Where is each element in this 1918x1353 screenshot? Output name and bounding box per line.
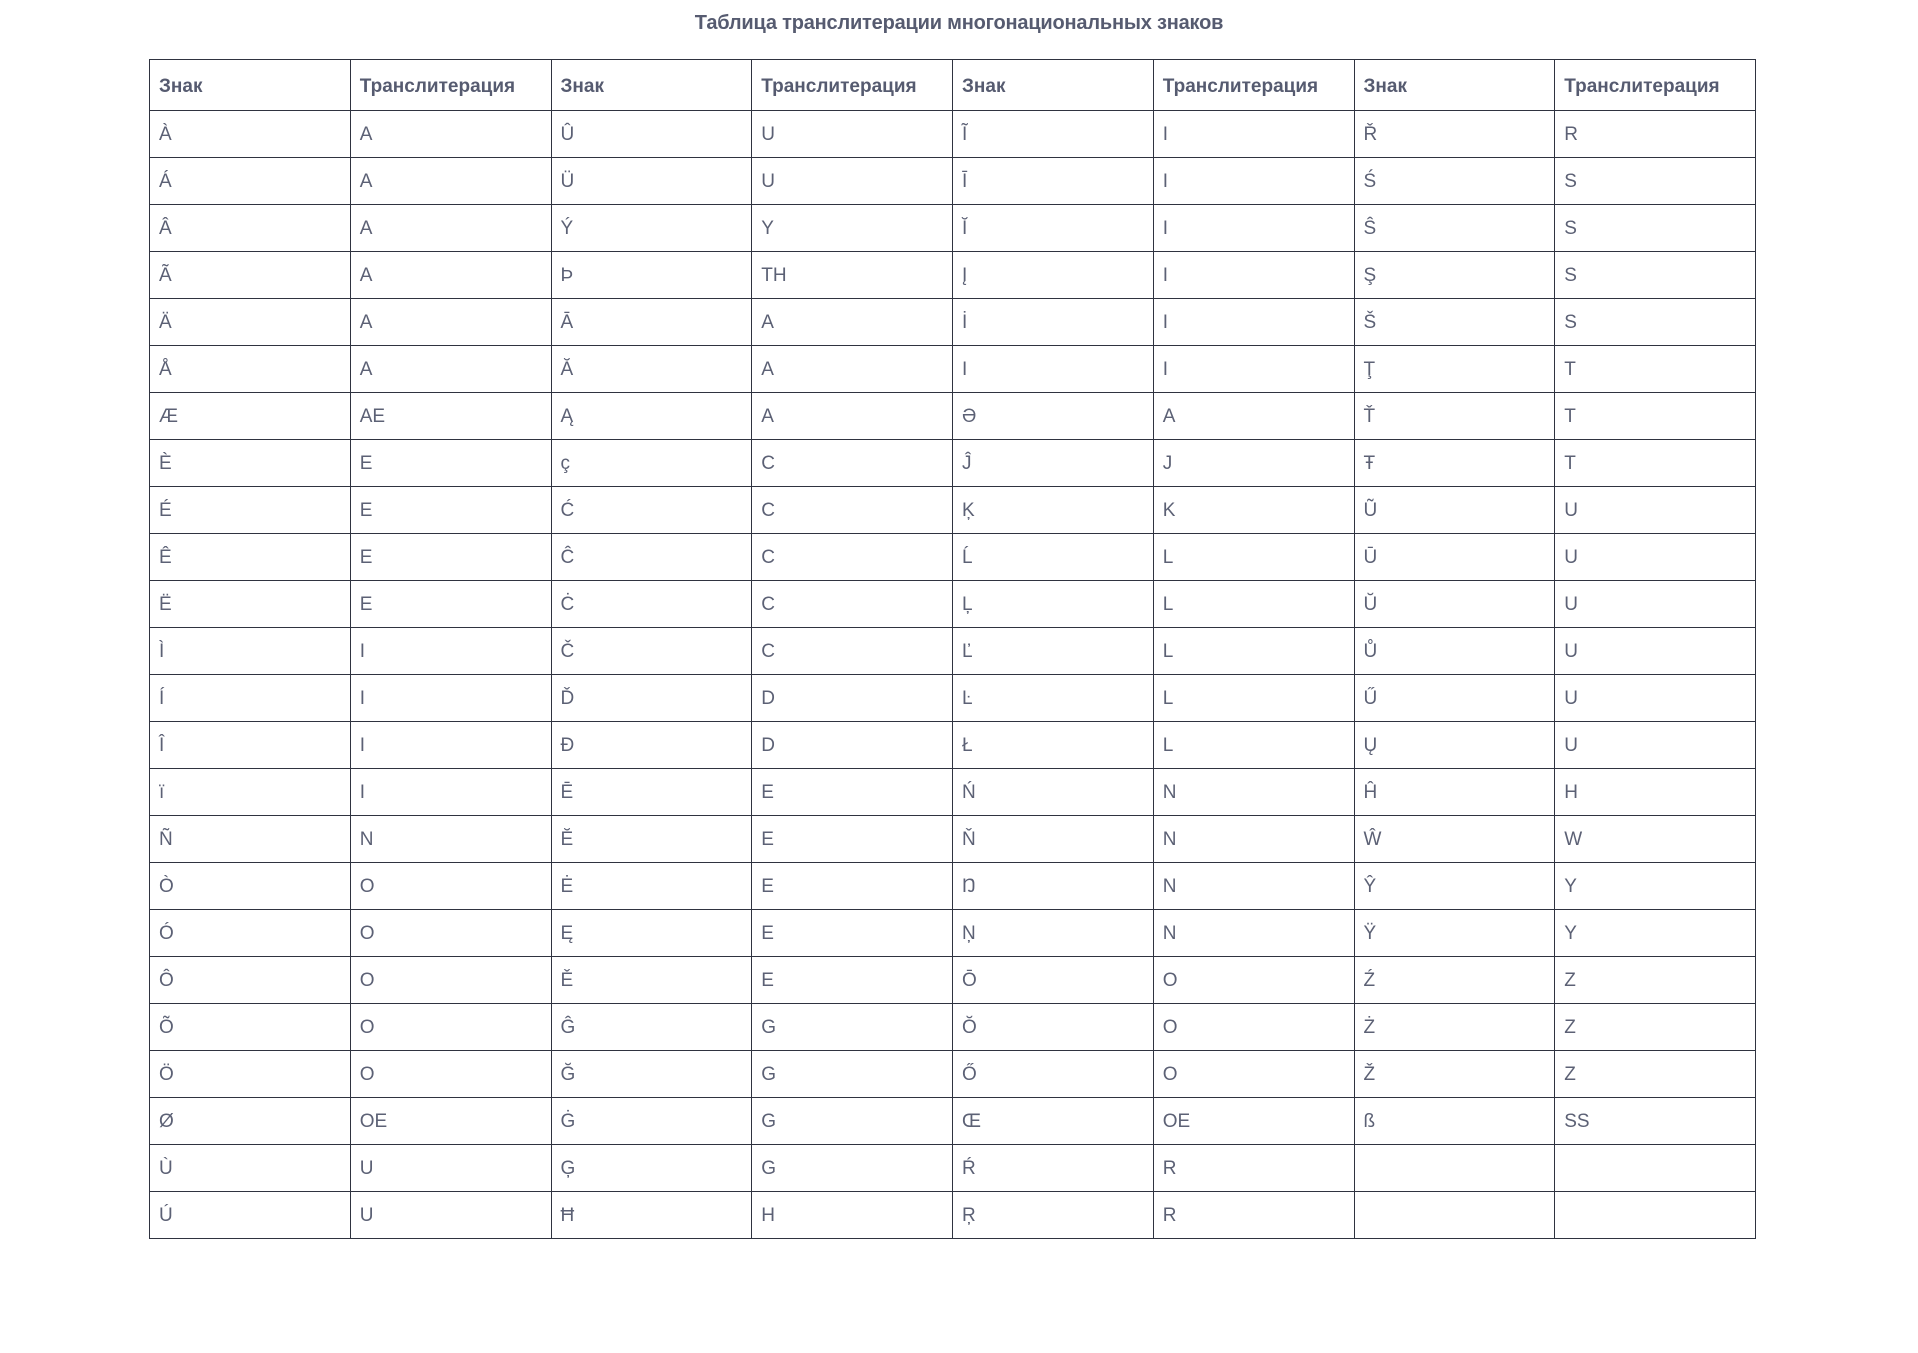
table-row	[150, 111, 1756, 158]
transliteration-cell: A	[350, 158, 551, 205]
column-header-sign: Знак	[953, 60, 1154, 111]
sign-cell: ß	[1354, 1098, 1555, 1145]
sign-cell: Ł	[953, 722, 1154, 769]
sign-cell: Ã	[150, 252, 351, 299]
sign-cell: Ķ	[953, 487, 1154, 534]
transliteration-cell: C	[752, 534, 953, 581]
transliteration-cell: O	[350, 1004, 551, 1051]
transliteration-cell: U	[752, 111, 953, 158]
table-row	[150, 675, 1756, 722]
transliteration-cell: A	[350, 252, 551, 299]
transliteration-cell: O	[350, 910, 551, 957]
transliteration-cell: AE	[350, 393, 551, 440]
transliteration-cell: Z	[1555, 957, 1756, 1004]
sign-cell: Ŕ	[953, 1145, 1154, 1192]
transliteration-cell: A	[752, 299, 953, 346]
sign-cell: Æ	[150, 393, 351, 440]
table-row	[150, 816, 1756, 863]
transliteration-cell: OE	[350, 1098, 551, 1145]
table-row	[150, 440, 1756, 487]
transliteration-cell: R	[1153, 1145, 1354, 1192]
sign-cell: Ĭ	[953, 205, 1154, 252]
table-row	[150, 205, 1756, 252]
table-row	[150, 487, 1756, 534]
transliteration-cell: S	[1555, 205, 1756, 252]
sign-cell: Į	[953, 252, 1154, 299]
sign-cell: Ũ	[1354, 487, 1555, 534]
transliteration-cell: J	[1153, 440, 1354, 487]
sign-cell: Ō	[953, 957, 1154, 1004]
transliteration-cell: L	[1153, 581, 1354, 628]
transliteration-cell: N	[1153, 816, 1354, 863]
transliteration-cell: A	[350, 205, 551, 252]
transliteration-cell: U	[1555, 581, 1756, 628]
sign-cell: Ë	[150, 581, 351, 628]
transliteration-cell: T	[1555, 346, 1756, 393]
transliteration-cell: O	[1153, 1051, 1354, 1098]
sign-cell: Ů	[1354, 628, 1555, 675]
sign-cell: Ŷ	[1354, 863, 1555, 910]
transliteration-cell: A	[1153, 393, 1354, 440]
transliteration-cell: H	[1555, 769, 1756, 816]
sign-cell: Ù	[150, 1145, 351, 1192]
table-body	[150, 111, 1756, 1239]
sign-cell: Ą	[551, 393, 752, 440]
transliteration-cell: T	[1555, 393, 1756, 440]
sign-cell: Ŵ	[1354, 816, 1555, 863]
sign-cell: ç	[551, 440, 752, 487]
sign-cell: Í	[150, 675, 351, 722]
transliteration-cell: L	[1153, 628, 1354, 675]
transliteration-cell: S	[1555, 299, 1756, 346]
transliteration-cell: N	[1153, 863, 1354, 910]
transliteration-cell: R	[1153, 1192, 1354, 1239]
sign-cell: I	[953, 346, 1154, 393]
sign-cell	[1354, 1145, 1555, 1192]
transliteration-cell: E	[752, 816, 953, 863]
sign-cell: Î	[150, 722, 351, 769]
sign-cell: Ċ	[551, 581, 752, 628]
transliteration-cell: E	[752, 769, 953, 816]
transliteration-cell: Y	[1555, 910, 1756, 957]
sign-cell: Ē	[551, 769, 752, 816]
transliteration-cell: C	[752, 440, 953, 487]
sign-cell: Ĵ	[953, 440, 1154, 487]
transliteration-table	[149, 59, 1756, 1239]
transliteration-cell: Z	[1555, 1051, 1756, 1098]
sign-cell: Ä	[150, 299, 351, 346]
transliteration-cell: I	[1153, 252, 1354, 299]
transliteration-cell: OE	[1153, 1098, 1354, 1145]
transliteration-cell: K	[1153, 487, 1354, 534]
transliteration-cell: O	[350, 957, 551, 1004]
transliteration-cell: C	[752, 581, 953, 628]
sign-cell: Ė	[551, 863, 752, 910]
page-title: Таблица транслитерации многонациональных знаков	[694, 12, 1224, 34]
sign-cell: È	[150, 440, 351, 487]
table-row	[150, 957, 1756, 1004]
transliteration-cell: I	[1153, 299, 1354, 346]
table-row	[150, 1098, 1756, 1145]
transliteration-cell: G	[752, 1098, 953, 1145]
transliteration-cell: N	[1153, 910, 1354, 957]
column-header-transliteration: Транслитерация	[752, 60, 953, 111]
sign-cell: Ī	[953, 158, 1154, 205]
sign-cell: Ŧ	[1354, 440, 1555, 487]
sign-cell: Đ	[551, 722, 752, 769]
transliteration-cell: Y	[752, 205, 953, 252]
sign-cell: Ť	[1354, 393, 1555, 440]
transliteration-cell: Y	[1555, 863, 1756, 910]
sign-cell: Ÿ	[1354, 910, 1555, 957]
sign-cell: Ń	[953, 769, 1154, 816]
table-row	[150, 1051, 1756, 1098]
column-header-sign: Знак	[1354, 60, 1555, 111]
sign-cell: Ļ	[953, 581, 1154, 628]
transliteration-cell: TH	[752, 252, 953, 299]
transliteration-cell: A	[350, 299, 551, 346]
sign-cell: Ř	[1354, 111, 1555, 158]
table-row	[150, 252, 1756, 299]
sign-cell: Ŋ	[953, 863, 1154, 910]
transliteration-cell: U	[1555, 534, 1756, 581]
sign-cell: Ġ	[551, 1098, 752, 1145]
transliteration-cell: U	[350, 1145, 551, 1192]
transliteration-cell: I	[1153, 158, 1354, 205]
sign-cell: Ö	[150, 1051, 351, 1098]
transliteration-cell: O	[1153, 957, 1354, 1004]
transliteration-cell: A	[350, 111, 551, 158]
transliteration-cell: E	[752, 957, 953, 1004]
sign-cell: Ø	[150, 1098, 351, 1145]
transliteration-cell: C	[752, 628, 953, 675]
sign-cell	[1354, 1192, 1555, 1239]
transliteration-cell: L	[1153, 675, 1354, 722]
transliteration-cell: A	[350, 346, 551, 393]
sign-cell: Ě	[551, 957, 752, 1004]
transliteration-cell: U	[350, 1192, 551, 1239]
table-row	[150, 534, 1756, 581]
sign-cell: Ŏ	[953, 1004, 1154, 1051]
table-row	[150, 581, 1756, 628]
sign-cell: Ú	[150, 1192, 351, 1239]
sign-cell: Ý	[551, 205, 752, 252]
transliteration-cell: G	[752, 1145, 953, 1192]
sign-cell: Ĕ	[551, 816, 752, 863]
sign-cell: Ţ	[1354, 346, 1555, 393]
sign-cell: Ò	[150, 863, 351, 910]
sign-cell: Ĝ	[551, 1004, 752, 1051]
sign-cell: Ű	[1354, 675, 1555, 722]
column-header-transliteration: Транслитерация	[1555, 60, 1756, 111]
transliteration-cell	[1555, 1145, 1756, 1192]
transliteration-cell: E	[752, 910, 953, 957]
column-header-transliteration: Транслитерация	[350, 60, 551, 111]
sign-cell: Ĥ	[1354, 769, 1555, 816]
sign-cell: Á	[150, 158, 351, 205]
sign-cell: Ô	[150, 957, 351, 1004]
sign-cell: ï	[150, 769, 351, 816]
transliteration-cell: G	[752, 1004, 953, 1051]
transliteration-cell: E	[350, 581, 551, 628]
transliteration-cell: U	[1555, 722, 1756, 769]
transliteration-cell: I	[1153, 205, 1354, 252]
transliteration-cell: D	[752, 675, 953, 722]
sign-cell: Ħ	[551, 1192, 752, 1239]
column-header-sign: Знак	[150, 60, 351, 111]
sign-cell: Ŭ	[1354, 581, 1555, 628]
sign-cell: Ê	[150, 534, 351, 581]
transliteration-cell	[1555, 1192, 1756, 1239]
transliteration-cell: G	[752, 1051, 953, 1098]
transliteration-cell: I	[1153, 111, 1354, 158]
sign-cell: Ņ	[953, 910, 1154, 957]
sign-cell: Ć	[551, 487, 752, 534]
sign-cell: Ə	[953, 393, 1154, 440]
sign-cell: Ü	[551, 158, 752, 205]
sign-cell: Å	[150, 346, 351, 393]
table-row	[150, 346, 1756, 393]
sign-cell: Â	[150, 205, 351, 252]
transliteration-cell: I	[350, 675, 551, 722]
table-row	[150, 393, 1756, 440]
transliteration-cell: A	[752, 393, 953, 440]
sign-cell: Ş	[1354, 252, 1555, 299]
sign-cell: Ŀ	[953, 675, 1154, 722]
sign-cell: Ż	[1354, 1004, 1555, 1051]
sign-cell: Š	[1354, 299, 1555, 346]
sign-cell: Ŗ	[953, 1192, 1154, 1239]
sign-cell: Ŝ	[1354, 205, 1555, 252]
sign-cell: Ő	[953, 1051, 1154, 1098]
transliteration-cell: Z	[1555, 1004, 1756, 1051]
transliteration-cell: U	[1555, 628, 1756, 675]
sign-cell: Ų	[1354, 722, 1555, 769]
sign-cell: Ž	[1354, 1051, 1555, 1098]
sign-cell: Ĩ	[953, 111, 1154, 158]
sign-cell: Ś	[1354, 158, 1555, 205]
table-row	[150, 910, 1756, 957]
sign-cell: É	[150, 487, 351, 534]
sign-cell: Ň	[953, 816, 1154, 863]
sign-cell: Û	[551, 111, 752, 158]
column-header-transliteration: Транслитерация	[1153, 60, 1354, 111]
sign-cell: Ă	[551, 346, 752, 393]
transliteration-cell: S	[1555, 158, 1756, 205]
sign-cell: Ğ	[551, 1051, 752, 1098]
transliteration-cell: T	[1555, 440, 1756, 487]
transliteration-cell: E	[752, 863, 953, 910]
table-row	[150, 1192, 1756, 1239]
sign-cell: Þ	[551, 252, 752, 299]
transliteration-cell: I	[350, 722, 551, 769]
transliteration-cell: O	[350, 863, 551, 910]
transliteration-cell: U	[1555, 487, 1756, 534]
transliteration-cell: I	[350, 769, 551, 816]
sign-cell: Ę	[551, 910, 752, 957]
table-row	[150, 769, 1756, 816]
table-header	[150, 60, 1756, 111]
sign-cell: Ľ	[953, 628, 1154, 675]
table-row	[150, 299, 1756, 346]
sign-cell: Ĉ	[551, 534, 752, 581]
transliteration-cell: W	[1555, 816, 1756, 863]
transliteration-cell: A	[752, 346, 953, 393]
table-row	[150, 1004, 1756, 1051]
transliteration-cell: D	[752, 722, 953, 769]
sign-cell: Ñ	[150, 816, 351, 863]
transliteration-cell: N	[350, 816, 551, 863]
sign-cell: Õ	[150, 1004, 351, 1051]
sign-cell: Ĺ	[953, 534, 1154, 581]
column-header-sign: Знак	[551, 60, 752, 111]
transliteration-cell: L	[1153, 534, 1354, 581]
transliteration-cell: E	[350, 440, 551, 487]
table-row	[150, 1145, 1756, 1192]
table-row	[150, 628, 1756, 675]
transliteration-cell: O	[1153, 1004, 1354, 1051]
transliteration-cell: N	[1153, 769, 1354, 816]
header-row	[150, 60, 1756, 111]
table-row	[150, 863, 1756, 910]
transliteration-cell: C	[752, 487, 953, 534]
sign-cell: À	[150, 111, 351, 158]
transliteration-cell: L	[1153, 722, 1354, 769]
transliteration-cell: I	[1153, 346, 1354, 393]
table-row	[150, 158, 1756, 205]
sign-cell: Œ	[953, 1098, 1154, 1145]
sign-cell: Ź	[1354, 957, 1555, 1004]
sign-cell: Ģ	[551, 1145, 752, 1192]
transliteration-cell: S	[1555, 252, 1756, 299]
transliteration-cell: U	[1555, 675, 1756, 722]
sign-cell: Ū	[1354, 534, 1555, 581]
sign-cell: Ď	[551, 675, 752, 722]
transliteration-cell: H	[752, 1192, 953, 1239]
transliteration-cell: U	[752, 158, 953, 205]
transliteration-cell: O	[350, 1051, 551, 1098]
transliteration-cell: E	[350, 534, 551, 581]
sign-cell: Ā	[551, 299, 752, 346]
transliteration-cell: E	[350, 487, 551, 534]
table-row	[150, 722, 1756, 769]
transliteration-cell: I	[350, 628, 551, 675]
transliteration-cell: SS	[1555, 1098, 1756, 1145]
sign-cell: Ì	[150, 628, 351, 675]
sign-cell: İ	[953, 299, 1154, 346]
sign-cell: Ó	[150, 910, 351, 957]
transliteration-cell: R	[1555, 111, 1756, 158]
sign-cell: Č	[551, 628, 752, 675]
